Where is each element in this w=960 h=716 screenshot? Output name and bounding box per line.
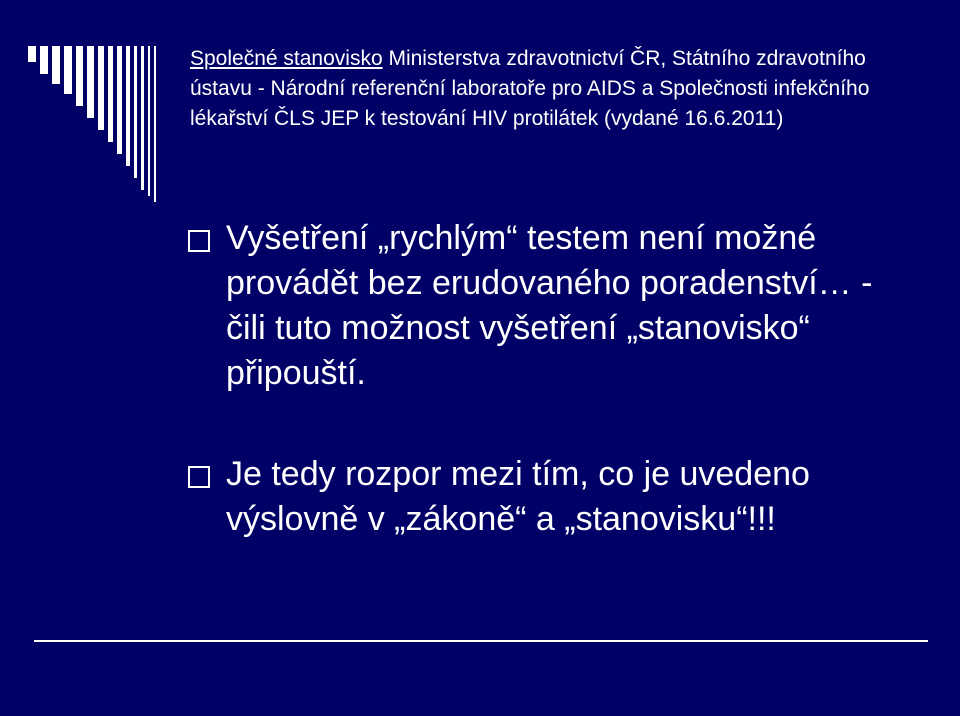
hollow-square-bullet-icon xyxy=(188,466,210,488)
bullet-text-2: Je tedy rozpor mezi tím, co je uvedeno výslovně v „zákoně“ a „stanovisku“!!! xyxy=(226,455,810,538)
heading-text: Ministerstva zdravotnictví ČR, Státního zdravotního ústavu - Národní referenční laboratoře pro AIDS a Společnosti infekčního lékařství ČLS JEP k testování HIV protilátek (vydané 16.6.2011) xyxy=(190,47,870,130)
heading-link[interactable]: Společné stanovisko xyxy=(190,47,383,70)
bottom-divider xyxy=(34,640,928,642)
slide-heading xyxy=(190,44,890,134)
decorative-stripes-icon xyxy=(28,46,178,206)
hollow-square-bullet-icon xyxy=(188,230,210,252)
bullet-text-1: Vyšetření „rychlým“ testem není možné provádět bez erudovaného poradenství… - čili tuto možnost vyšetření „stanovisko“ připouští. xyxy=(226,219,873,392)
bullet-item-2 xyxy=(188,452,888,542)
bullet-item-1 xyxy=(188,216,888,396)
